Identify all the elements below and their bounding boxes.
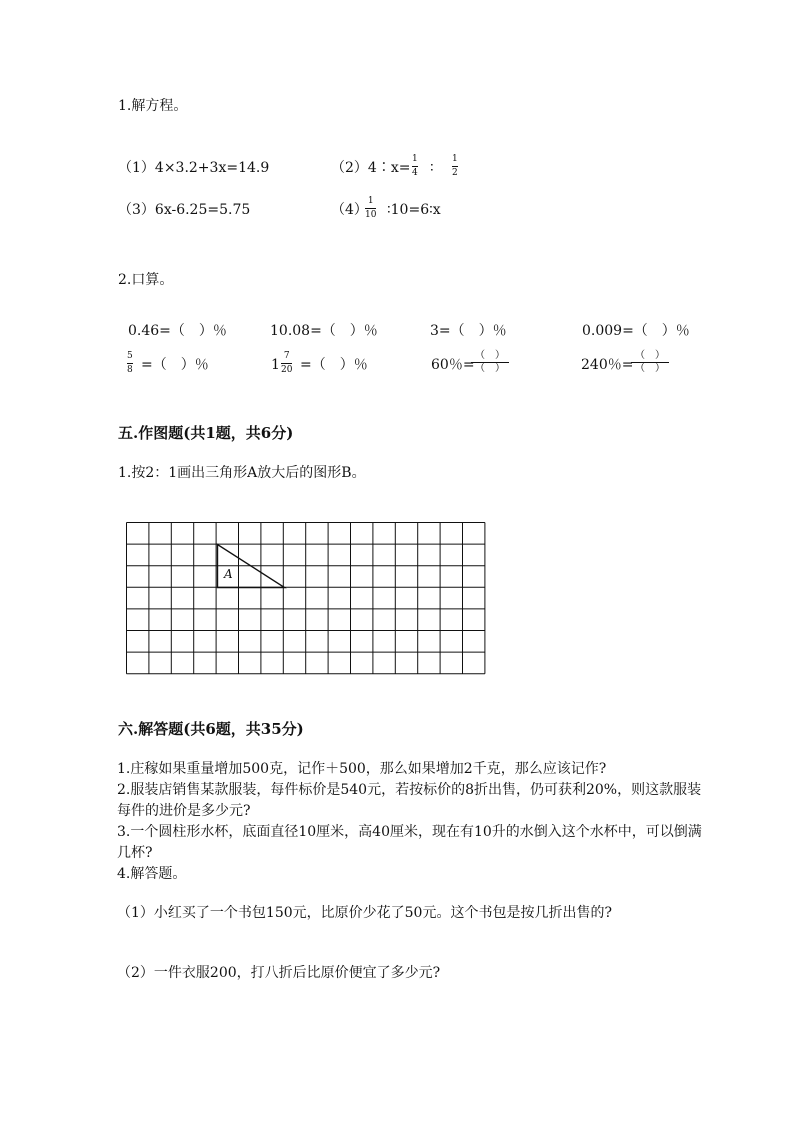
drawing-question-1: 1.按2：1画出三角形A放大后的图形B。 [118, 465, 366, 481]
equation-1: （1）4×3.2+3x=14.9 [118, 160, 270, 176]
triangle-label: A [224, 567, 233, 581]
fraction-denominator: 8 [127, 365, 133, 375]
equation-4-prefix: （4） [331, 202, 368, 218]
section-5-heading: 五.作图题(共1题，共6分) [118, 424, 294, 442]
word-problem-4-title: 4.解答题。 [117, 866, 187, 882]
fraction-denominator: 4 [412, 168, 418, 178]
section-6-heading: 六.解答题(共6题，共35分) [118, 720, 304, 738]
fraction-denominator: 20 [281, 365, 293, 375]
fraction-one-half [452, 155, 458, 178]
blank-denominator: （ ） [635, 363, 665, 374]
mental-math-suffix: =（ ）％ [300, 357, 368, 373]
mental-math-item: 3=（ ）％ [430, 323, 507, 339]
fraction-numerator: 1 [412, 154, 418, 164]
word-problem-3: 3.一个圆柱形水杯，底面直径10厘米，高40厘米，现在有10升的水倒入这个水杯中，可以倒满几杯? [117, 824, 702, 861]
fraction-denominator: 2 [452, 168, 458, 178]
word-problem-4-sub2: （2）一件衣服200，打八折后比原价便宜了多少元? [117, 965, 441, 981]
mental-math-prefix: 240％= [581, 357, 634, 373]
blank-fraction [471, 351, 509, 374]
word-problem-2: 2.服装店销售某款服装，每件标价是540元，若按标价的8折出售，仍可获利20%，则这款服装每件的进价是多少元? [117, 782, 702, 819]
grid-paper [126, 522, 490, 675]
word-problem-4-sub1: （1）小红买了一个书包150元，比原价少花了50元。这个书包是按几折出售的? [117, 905, 612, 921]
fraction-numerator: 1 [452, 154, 458, 164]
word-problem-1: 1.庄稼如果重量增加500克，记作＋500，那么如果增加2千克，那么应该记作? [117, 761, 607, 777]
mental-math-item: 0.009=（ ）％ [582, 323, 690, 339]
blank-numerator: （ ） [475, 350, 505, 361]
ratio-colon: ∶ [430, 160, 434, 176]
fraction-numerator: 1 [367, 196, 374, 206]
equation-2-prefix: （2）4∶x= [331, 160, 411, 176]
blank-denominator: （ ） [475, 363, 505, 374]
mental-math-prefix: 60％= [431, 357, 475, 373]
word-problems [117, 759, 702, 885]
fraction-one-fourth [412, 155, 418, 178]
equation-3: （3）6x-6.25=5.75 [118, 202, 251, 218]
fraction-denominator: 10 [365, 210, 377, 220]
mental-math-item: 10.08=（ ）％ [270, 323, 378, 339]
fraction-one-tenth [365, 197, 376, 220]
blank-fraction [631, 351, 669, 374]
mental-math-suffix: =（ ）％ [141, 357, 209, 373]
mental-math-item: 0.46=（ ）％ [128, 323, 227, 339]
fraction-numerator: 5 [127, 351, 133, 361]
fraction-seven-twentieths [281, 352, 292, 375]
fraction-five-eighths [127, 352, 133, 375]
blank-numerator: （ ） [635, 350, 665, 361]
equation-4-suffix: ∶10=6∶x [387, 202, 441, 218]
question-1-title: 1.解方程。 [118, 98, 188, 114]
fraction-numerator: 7 [283, 351, 290, 361]
mixed-number-whole: 1 [271, 357, 280, 373]
question-2-title: 2.口算。 [118, 272, 174, 288]
